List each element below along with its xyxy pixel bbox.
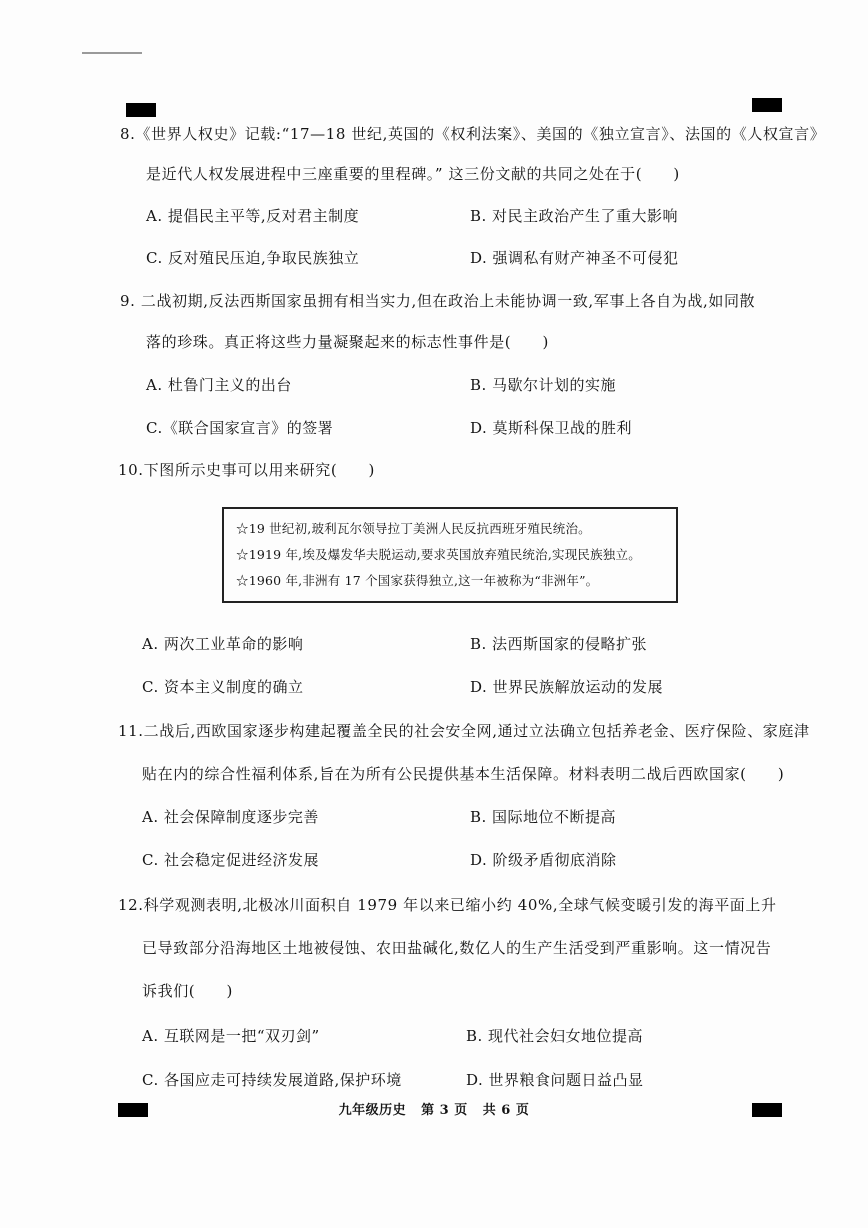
question-9-option-d: D. 莫斯科保卫战的胜利 <box>470 419 633 437</box>
question-12-option-d: D. 世界粮食问题日益凸显 <box>466 1071 644 1089</box>
question-8-option-d: D. 强调私有财产神圣不可侵犯 <box>470 249 679 267</box>
material-item-1: ☆19 世纪初,玻利瓦尔领导拉丁美洲人民反抗西班牙殖民统治。 <box>236 521 591 536</box>
question-9-option-c: C.《联合国家宣言》的签署 <box>146 419 334 437</box>
question-11-option-a: A. 社会保障制度逐步完善 <box>142 808 319 826</box>
registration-mark-top-right <box>752 98 782 112</box>
question-11-option-c: C. 社会稳定促进经济发展 <box>142 851 319 869</box>
question-10-option-d: D. 世界民族解放运动的发展 <box>470 678 664 696</box>
question-9-option-b: B. 马歇尔计划的实施 <box>470 376 617 394</box>
question-8-option-a: A. 提倡民主平等,反对君主制度 <box>146 207 360 225</box>
question-12-option-a: A. 互联网是一把“双刃剑” <box>142 1027 320 1045</box>
material-item-3: ☆1960 年,非洲有 17 个国家获得独立,这一年被称为“非洲年”。 <box>236 573 599 588</box>
question-12-option-c: C. 各国应走可持续发展道路,保护环境 <box>142 1071 402 1089</box>
question-9-line-1: 9. 二战初期,反法西斯国家虽拥有相当实力,但在政治上未能协调一致,军事上各自为战,如同散 <box>120 292 756 310</box>
question-11-line-1: 11.二战后,西欧国家逐步构建起覆盖全民的社会安全网,通过立法确立包括养老金、医疗保险、家庭津 <box>118 722 810 740</box>
question-8-line-1: 8.《世界人权史》记载:“17—18 世纪,英国的《权利法案》、美国的《独立宣言》、法国的《人权宣言》 <box>120 125 826 143</box>
page-footer <box>0 1102 868 1120</box>
material-item-2: ☆1919 年,埃及爆发华夫脱运动,要求英国放弃殖民统治,实现民族独立。 <box>236 547 641 562</box>
question-10-option-c: C. 资本主义制度的确立 <box>142 678 304 696</box>
question-12-line-2: 已导致部分沿海地区土地被侵蚀、农田盐碱化,数亿人的生产生活受到严重影响。这一情况告 <box>142 939 772 957</box>
question-12-line-3: 诉我们( ) <box>142 982 233 1000</box>
registration-mark-top-left <box>126 103 156 117</box>
question-9-line-2: 落的珍珠。真正将这些力量凝聚起来的标志性事件是( ) <box>146 333 549 351</box>
question-10-option-a: A. 两次工业革命的影响 <box>142 635 304 653</box>
question-8-option-b: B. 对民主政治产生了重大影响 <box>470 207 679 225</box>
footer-subject: 九年级历史 <box>338 1103 407 1118</box>
question-8-line-2: 是近代人权发展进程中三座重要的里程碑。” 这三份文献的共同之处在于( ) <box>146 165 680 183</box>
question-10-line-1: 10.下图所示史事可以用来研究( ) <box>118 461 375 479</box>
question-11-line-2: 贴在内的综合性福利体系,旨在为所有公民提供基本生活保障。材料表明二战后西欧国家( ) <box>142 765 785 783</box>
question-11-option-b: B. 国际地位不断提高 <box>470 808 617 826</box>
scan-artifact-line <box>82 52 142 54</box>
footer-total-pages: 共 6 页 <box>482 1103 530 1118</box>
question-8-option-c: C. 反对殖民压迫,争取民族独立 <box>146 249 360 267</box>
question-11-option-d: D. 阶级矛盾彻底消除 <box>470 851 617 869</box>
question-12-line-1: 12.科学观测表明,北极冰川面积自 1979 年以来已缩小约 40%,全球气候变暖引发的海平面上升 <box>118 896 777 914</box>
question-10-option-b: B. 法西斯国家的侵略扩张 <box>470 635 648 653</box>
question-10-material-box <box>222 507 678 603</box>
question-9-option-a: A. 杜鲁门主义的出台 <box>146 376 292 394</box>
footer-page-number: 第 3 页 <box>421 1103 468 1118</box>
question-12-option-b: B. 现代社会妇女地位提高 <box>466 1027 644 1045</box>
